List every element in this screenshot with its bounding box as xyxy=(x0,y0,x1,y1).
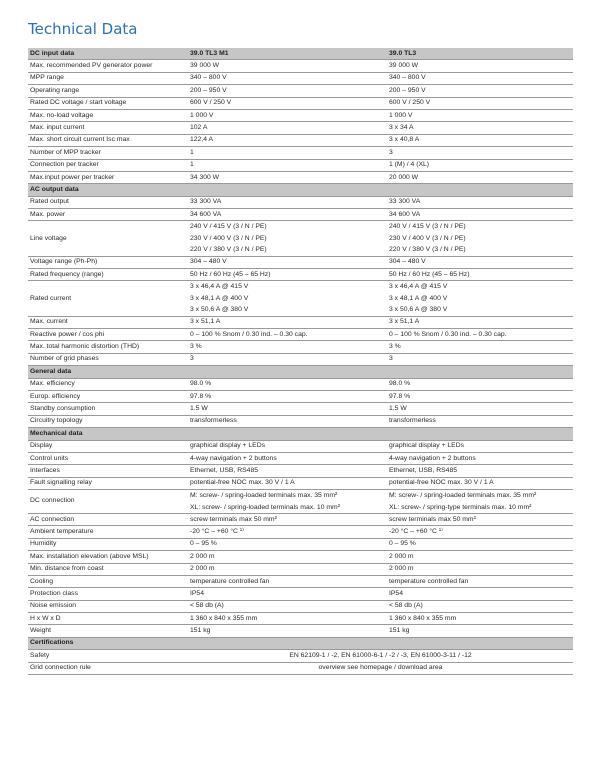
column-header xyxy=(188,366,387,378)
row-value: 3 x 51,1 A xyxy=(387,316,573,328)
column-header: 39.0 TL3 xyxy=(387,48,573,60)
row-value: 33 300 VA xyxy=(387,196,573,208)
table-row xyxy=(28,588,573,600)
row-value xyxy=(387,490,573,514)
table-row xyxy=(28,134,573,146)
row-label: AC connection xyxy=(28,513,188,525)
row-value: 3 x 51,1 A xyxy=(188,316,387,328)
row-value: 200 – 950 V xyxy=(188,85,387,97)
row-value: 34 600 VA xyxy=(387,209,573,221)
value-line: XL: screw- / spring-loaded terminals max. 10 mm² xyxy=(190,503,340,511)
row-value: 200 – 950 V xyxy=(387,85,573,97)
table-row xyxy=(28,256,573,268)
value-line: 230 V / 400 V (3 / N / PE) xyxy=(389,234,466,242)
row-value: 3 xyxy=(387,147,573,159)
row-label: Max. short circuit current Isc max xyxy=(28,134,188,146)
row-value: 20 000 W xyxy=(387,171,573,183)
row-label: Max. power xyxy=(28,209,188,221)
table-row xyxy=(28,341,573,353)
row-value: transformerless xyxy=(188,415,387,427)
table-row xyxy=(28,378,573,390)
table-row xyxy=(28,353,573,365)
row-value: 97.8 % xyxy=(188,391,387,403)
row-label: Safety xyxy=(28,650,188,662)
value-line: 3 x 46,4 A @ 415 V xyxy=(389,283,448,291)
value-line: M: screw- / spring-loaded terminals max. 35 mm² xyxy=(389,492,537,500)
row-label: Max. recommended PV generator power xyxy=(28,60,188,72)
row-value: graphical display + LEDs xyxy=(188,440,387,452)
page-title: Technical Data xyxy=(28,20,138,38)
row-value: < 58 db (A) xyxy=(387,600,573,612)
row-value: 3 xyxy=(387,353,573,365)
row-value: 3 xyxy=(188,353,387,365)
row-label: Circuitry topology xyxy=(28,415,188,427)
row-label: Max. efficiency xyxy=(28,378,188,390)
row-value: 304 – 480 V xyxy=(188,256,387,268)
table-row xyxy=(28,209,573,221)
row-value: 600 V / 250 V xyxy=(387,97,573,109)
table-row xyxy=(28,221,573,256)
row-value: overview see homepage / download area xyxy=(188,662,573,674)
row-value: 98.0 % xyxy=(387,378,573,390)
table-row xyxy=(28,391,573,403)
row-label: Max. input current xyxy=(28,122,188,134)
row-value: 1 000 V xyxy=(188,109,387,121)
row-value: 4-way navigation + 2 buttons xyxy=(188,452,387,464)
row-value: 34 300 W xyxy=(188,171,387,183)
row-label: Operating range xyxy=(28,85,188,97)
row-value: temperature controlled fan xyxy=(188,575,387,587)
row-label: Control units xyxy=(28,452,188,464)
row-value: 151 kg xyxy=(387,625,573,637)
section-header-row xyxy=(28,184,573,196)
row-value: 0 – 100 % Snom / 0.30 ind. – 0.30 cap. xyxy=(387,329,573,341)
table-row xyxy=(28,650,573,662)
table-row xyxy=(28,147,573,159)
row-value: 600 V / 250 V xyxy=(188,97,387,109)
row-value: 340 – 800 V xyxy=(387,72,573,84)
value-line: 3 x 48,1 A @ 400 V xyxy=(389,294,448,302)
row-value: IP54 xyxy=(387,588,573,600)
row-label: Max. total harmonic distortion (THD) xyxy=(28,341,188,353)
row-label: Humidity xyxy=(28,538,188,550)
row-value: 0 – 95 % xyxy=(387,538,573,550)
row-value xyxy=(387,281,573,316)
row-value xyxy=(387,221,573,256)
row-value: 3 x 34 A xyxy=(387,122,573,134)
row-value: IP54 xyxy=(188,588,387,600)
row-label: Ambient temperature xyxy=(28,526,188,538)
row-label: Noise emission xyxy=(28,600,188,612)
row-value: 1 360 x 840 x 355 mm xyxy=(387,613,573,625)
row-value: 1.5 W xyxy=(387,403,573,415)
section-header-row xyxy=(28,48,573,60)
table-row xyxy=(28,269,573,281)
technical-data-table xyxy=(28,48,573,675)
row-label: Rated current xyxy=(28,281,188,316)
row-label: Protection class xyxy=(28,588,188,600)
row-label: Number of MPP tracker xyxy=(28,147,188,159)
row-value: 1 360 x 840 x 355 mm xyxy=(188,613,387,625)
value-line: 220 V / 380 V (3 / N / PE) xyxy=(389,246,466,254)
row-value: 98.0 % xyxy=(188,378,387,390)
table-row xyxy=(28,72,573,84)
row-value: 1 xyxy=(188,159,387,171)
row-label: Europ. efficiency xyxy=(28,391,188,403)
value-line: 3 x 50,6 A @ 380 V xyxy=(190,306,249,314)
table-row xyxy=(28,329,573,341)
row-value: screw terminals max 50 mm² xyxy=(387,513,573,525)
table-row xyxy=(28,60,573,72)
row-label: DC connection xyxy=(28,490,188,514)
section-title: Mechanical data xyxy=(28,428,188,440)
row-value: Ethernet, USB, RS485 xyxy=(188,465,387,477)
row-label: Connection per tracker xyxy=(28,159,188,171)
row-label: Display xyxy=(28,440,188,452)
row-value: 2 000 m xyxy=(387,563,573,575)
row-label: Min. distance from coast xyxy=(28,563,188,575)
row-value: 50 Hz / 60 Hz (45 – 65 Hz) xyxy=(387,269,573,281)
row-label: Max. current xyxy=(28,316,188,328)
value-line: M: screw- / spring-loaded terminals max. 35 mm² xyxy=(190,492,338,500)
table-row xyxy=(28,526,573,538)
table-row xyxy=(28,196,573,208)
row-label: Max. no-load voltage xyxy=(28,109,188,121)
table-row xyxy=(28,490,573,514)
table-row xyxy=(28,85,573,97)
row-value xyxy=(188,490,387,514)
row-value: -20 °C – +60 °C ¹⁾ xyxy=(188,526,387,538)
row-value: Ethernet, USB, RS485 xyxy=(387,465,573,477)
table-row xyxy=(28,109,573,121)
table-row xyxy=(28,465,573,477)
row-label: Reactive power / cos phi xyxy=(28,329,188,341)
value-line: 220 V / 380 V (3 / N / PE) xyxy=(190,246,267,254)
section-title: Certifications xyxy=(28,637,188,649)
column-header xyxy=(188,184,387,196)
table-row xyxy=(28,477,573,489)
section-header-row xyxy=(28,428,573,440)
row-value: 0 – 95 % xyxy=(188,538,387,550)
row-label: Max. installation elevation (above MSL) xyxy=(28,551,188,563)
row-value: transformerless xyxy=(387,415,573,427)
row-label: Fault signalling relay xyxy=(28,477,188,489)
row-label: Voltage range (Ph-Ph) xyxy=(28,256,188,268)
row-value: -20 °C – +60 °C ¹⁾ xyxy=(387,526,573,538)
row-value: 3 x 40,8 A xyxy=(387,134,573,146)
row-label: Number of grid phases xyxy=(28,353,188,365)
row-label: Weight xyxy=(28,625,188,637)
row-value: 1 000 V xyxy=(387,109,573,121)
table-row xyxy=(28,122,573,134)
column-header xyxy=(188,637,387,649)
row-value xyxy=(188,221,387,256)
row-label: Line voltage xyxy=(28,221,188,256)
column-header xyxy=(387,637,573,649)
column-header xyxy=(188,428,387,440)
row-value: 0 – 100 % Snom / 0.30 ind. – 0.30 cap. xyxy=(188,329,387,341)
table-row xyxy=(28,625,573,637)
value-line: XL: screw- / spring-type terminals max. 10 mm² xyxy=(389,503,532,511)
table-row xyxy=(28,316,573,328)
row-label: Max.input power per tracker xyxy=(28,171,188,183)
column-header: 39.0 TL3 M1 xyxy=(188,48,387,60)
value-line: 3 x 48,1 A @ 400 V xyxy=(190,294,249,302)
row-value: graphical display + LEDs xyxy=(387,440,573,452)
table-row xyxy=(28,403,573,415)
section-title: DC input data xyxy=(28,48,188,60)
table-row xyxy=(28,159,573,171)
table-row xyxy=(28,551,573,563)
section-header-row xyxy=(28,637,573,649)
row-value: 1.5 W xyxy=(188,403,387,415)
row-label: Interfaces xyxy=(28,465,188,477)
table-row xyxy=(28,563,573,575)
table-row xyxy=(28,171,573,183)
row-label: Rated output xyxy=(28,196,188,208)
row-value: potential-free NOC max. 30 V / 1 A xyxy=(188,477,387,489)
row-value: 33 300 VA xyxy=(188,196,387,208)
value-line: 3 x 46,4 A @ 415 V xyxy=(190,283,249,291)
value-line: 240 V / 415 V (3 / N / PE) xyxy=(389,223,466,231)
row-value: temperature controlled fan xyxy=(387,575,573,587)
row-value: 34 600 VA xyxy=(188,209,387,221)
row-value: 3 % xyxy=(387,341,573,353)
table-row xyxy=(28,662,573,674)
row-label: MPP range xyxy=(28,72,188,84)
table-row xyxy=(28,613,573,625)
column-header xyxy=(387,366,573,378)
row-value: 4-way navigation + 2 buttons xyxy=(387,452,573,464)
table-row xyxy=(28,600,573,612)
row-value: 39 000 W xyxy=(387,60,573,72)
row-label: Grid connection rule xyxy=(28,662,188,674)
row-value: EN 62109-1 / -2, EN 61000-6-1 / -2 / -3, EN 61000-3-11 / -12 xyxy=(188,650,573,662)
table-row xyxy=(28,97,573,109)
table-row xyxy=(28,415,573,427)
row-label: Standby consumption xyxy=(28,403,188,415)
section-header-row xyxy=(28,366,573,378)
row-value: 1 xyxy=(188,147,387,159)
row-value: 304 – 480 V xyxy=(387,256,573,268)
column-header xyxy=(387,184,573,196)
section-title: General data xyxy=(28,366,188,378)
row-value: 2 000 m xyxy=(387,551,573,563)
table-row xyxy=(28,575,573,587)
row-value: 1 (M) / 4 (XL) xyxy=(387,159,573,171)
table-row xyxy=(28,281,573,316)
row-value: 2 000 m xyxy=(188,563,387,575)
row-value: 3 % xyxy=(188,341,387,353)
value-line: 3 x 50,6 A @ 380 V xyxy=(389,306,448,314)
value-line: 240 V / 415 V (3 / N / PE) xyxy=(190,223,267,231)
row-label: H x W x D xyxy=(28,613,188,625)
row-label: Cooling xyxy=(28,575,188,587)
table-row xyxy=(28,452,573,464)
table-row xyxy=(28,538,573,550)
value-line: 230 V / 400 V (3 / N / PE) xyxy=(190,234,267,242)
row-value: 97.8 % xyxy=(387,391,573,403)
row-value: 2 000 m xyxy=(188,551,387,563)
table-row xyxy=(28,440,573,452)
row-value: 122,4 A xyxy=(188,134,387,146)
row-value: 39 000 W xyxy=(188,60,387,72)
row-value: 151 kg xyxy=(188,625,387,637)
row-value: 102 A xyxy=(188,122,387,134)
row-value: 50 Hz / 60 Hz (45 – 65 Hz) xyxy=(188,269,387,281)
row-value: screw terminals max 50 mm² xyxy=(188,513,387,525)
row-value xyxy=(188,281,387,316)
row-value: 340 – 800 V xyxy=(188,72,387,84)
row-value: potential-free NOC max. 30 V / 1 A xyxy=(387,477,573,489)
row-label: Rated frequency (range) xyxy=(28,269,188,281)
table-row xyxy=(28,513,573,525)
row-value: < 58 db (A) xyxy=(188,600,387,612)
column-header xyxy=(387,428,573,440)
section-title: AC output data xyxy=(28,184,188,196)
row-label: Rated DC voltage / start voltage xyxy=(28,97,188,109)
